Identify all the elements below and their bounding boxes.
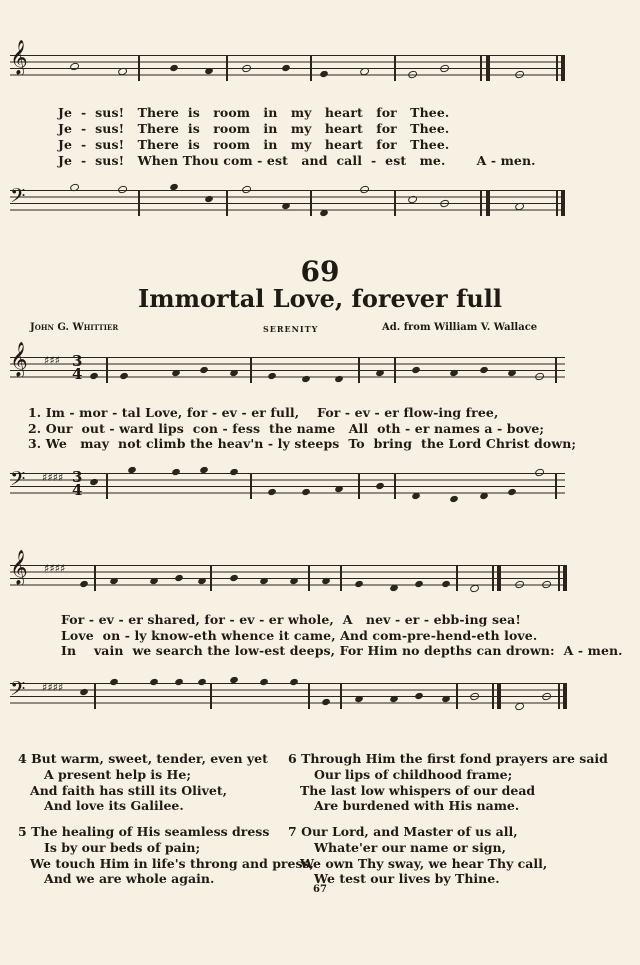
lyric-line: Je - sus! There is room in my heart for Thee.: [58, 121, 450, 136]
treble-clef-icon: 𝄞: [10, 550, 28, 585]
treble-clef-icon: 𝄞: [10, 40, 28, 75]
lyric-line: Je - sus! There is room in my heart for Thee.: [58, 137, 450, 152]
bass-clef-icon: 𝄢: [10, 184, 26, 212]
time-signature: 3 4: [72, 468, 83, 499]
system1-treble-staff: [10, 342, 565, 383]
key-signature: ♯♯♯♯: [44, 562, 66, 575]
stanza-4: 4 But warm, sweet, tender, even yet A present help is He; And faith has still its Olivet, And love its Galilee.: [18, 751, 268, 814]
lyric-line: 2. Our out - ward lips con - fess the name All oth - er names a - bove;: [28, 421, 545, 436]
stanza-7: 7 Our Lord, and Master of us all, Whate'er our name or sign, We own Thy sway, we hear Thy call, We test our lives by Thine.: [288, 824, 548, 887]
page-number: 67: [313, 884, 327, 895]
bass-clef-icon: 𝄢: [10, 677, 26, 705]
stanza-6: 6 Through Him the first fond prayers are said Our lips of childhood frame; The last low whispers of our dead Are burdened with His name.: [288, 751, 608, 814]
stanza-5: 5 The healing of His seamless dress Is by our beds of pain; We touch Him in life's throng and press, And we are whole again.: [18, 824, 314, 887]
hymn-title: Immortal Love, forever full: [137, 284, 503, 313]
arranger-credit: Ad. from William V. Wallace: [382, 322, 538, 333]
key-signature: ♯♯♯: [44, 354, 60, 367]
hymn-number: 69: [300, 255, 340, 288]
lyric-line: 3. We may not climb the heav'n - ly steeps To bring the Lord Christ down;: [28, 436, 577, 451]
lyric-line: 1. Im - mor - tal Love, for - ev - er full, For - ev - er flow-ing free,: [28, 405, 499, 420]
top-treble-staff: [10, 40, 565, 81]
bass-clef-icon: 𝄢: [10, 467, 26, 495]
time-signature: 3 4: [72, 352, 83, 383]
tune-name: SERENITY: [263, 324, 319, 334]
lyric-line: Je - sus! When Thou com - est and call - est me. A - men.: [58, 153, 536, 168]
system2-treble-staff: [10, 550, 565, 591]
system2-bass-staff: [10, 677, 565, 709]
key-signature: ♯♯♯♯: [42, 681, 64, 694]
key-signature: ♯♯♯♯: [42, 471, 64, 484]
lyric-line: For - ev - er shared, for - ev - er whole, A nev - er - ebb-ing sea!: [61, 612, 521, 627]
lyric-line: In vain we search the low-est deeps, For Him no depths can drown: A - men.: [61, 643, 623, 658]
author-credit: John G. Whittier: [30, 322, 119, 333]
top-bass-staff: [10, 184, 565, 216]
system1-bass-staff: [10, 467, 565, 499]
lyric-line: Love on - ly know-eth whence it came, And com-pre-hend-eth love.: [61, 628, 538, 643]
lyric-line: Je - sus! There is room in my heart for Thee.: [58, 105, 450, 120]
treble-clef-icon: 𝄞: [10, 342, 28, 377]
